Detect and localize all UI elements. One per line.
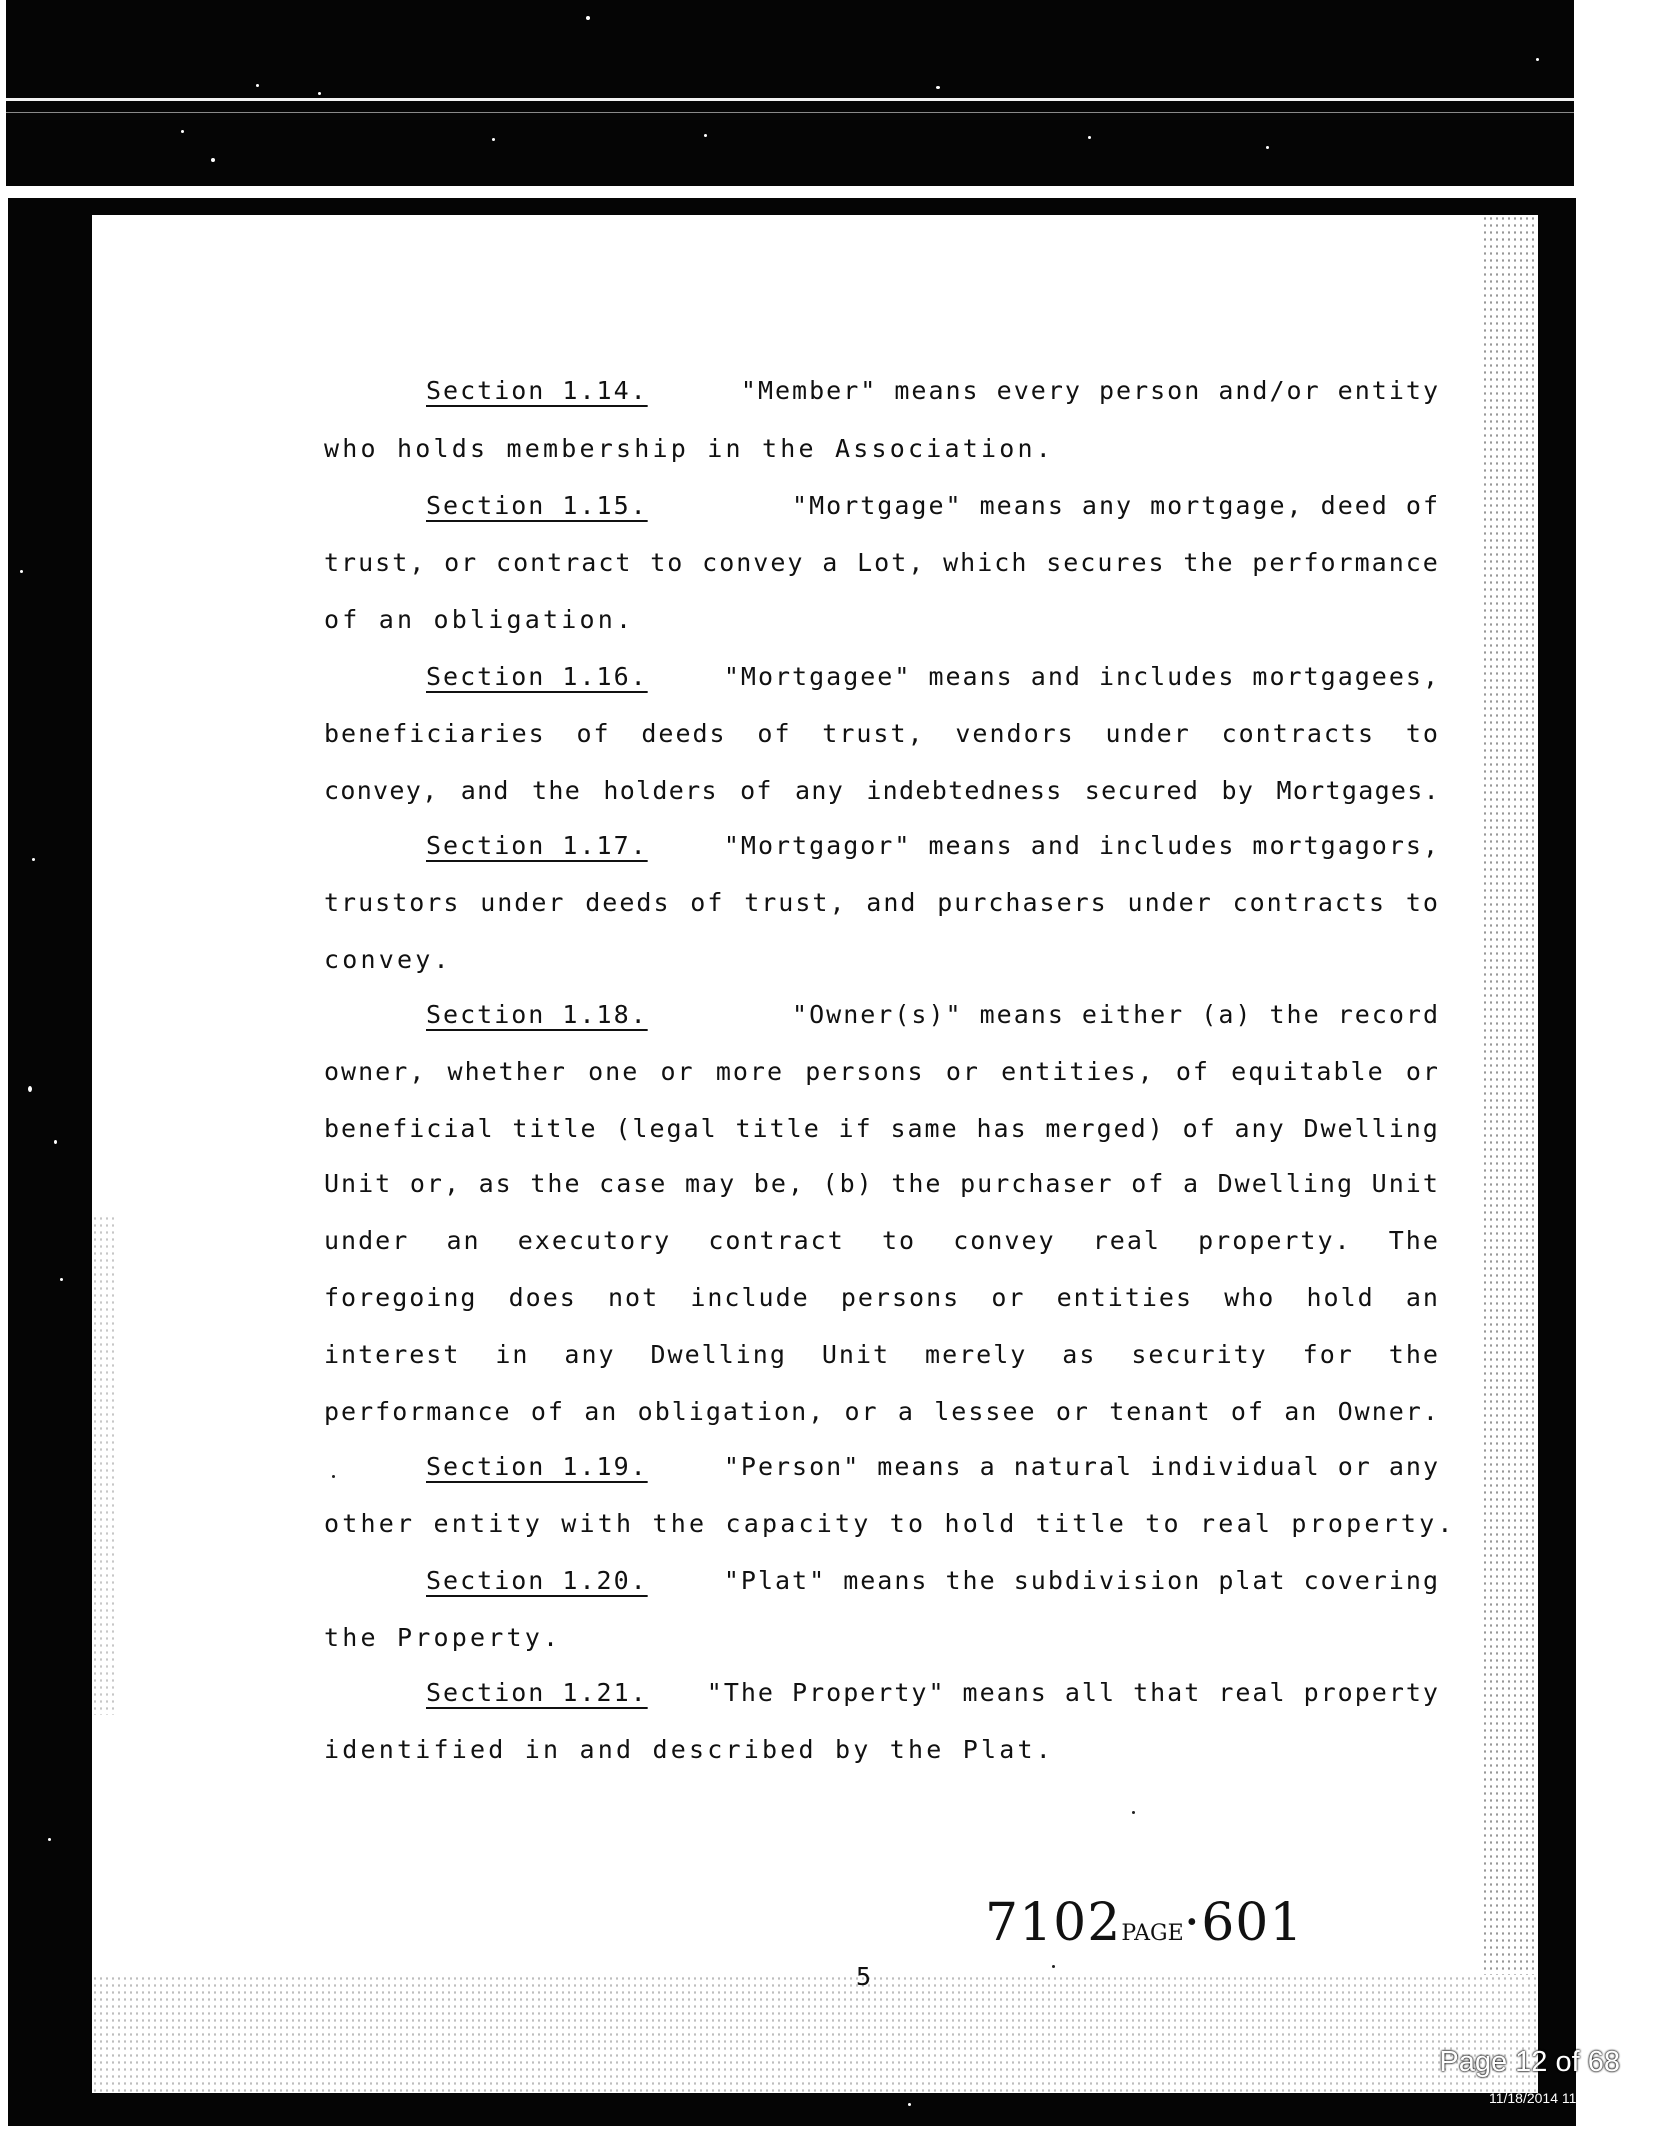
word: contract — [708, 1226, 845, 1255]
scan-noise — [1482, 215, 1538, 1975]
paragraph-heading-line — [426, 662, 1440, 692]
recording-stamp: 7102PAGE·601 — [985, 1893, 1304, 1953]
section-text: "Mortgagor" means and includes mortgagors, — [723, 831, 1440, 860]
word: or — [660, 1057, 695, 1086]
section-number: Section 1.18. — [426, 1000, 648, 1029]
stamp-book: 7102 — [985, 1893, 1122, 1953]
word: performance — [324, 1397, 512, 1426]
body-line — [324, 1226, 1440, 1256]
word: the — [1183, 548, 1235, 577]
word: entities, — [1001, 1057, 1155, 1086]
body-line: convey. — [324, 945, 452, 974]
word: convey — [702, 548, 805, 577]
word: title — [735, 1114, 821, 1143]
word: a — [1182, 1169, 1200, 1198]
word: a — [897, 1397, 915, 1426]
word: (legal — [615, 1114, 718, 1143]
word: case — [599, 1169, 668, 1198]
word: contracts — [1221, 719, 1376, 748]
word: and — [460, 776, 510, 805]
word: contract — [496, 548, 633, 577]
word: owner, — [324, 1057, 427, 1086]
word: the — [1388, 1340, 1440, 1369]
section-number: Section 1.14. — [426, 376, 648, 405]
word: Dwelling — [650, 1340, 787, 1369]
body-line — [324, 1169, 1440, 1199]
word: beneficiaries — [324, 719, 546, 748]
word: or — [945, 1057, 980, 1086]
word: trust, — [324, 548, 427, 577]
word: under — [1105, 719, 1191, 748]
word: persons — [805, 1057, 925, 1086]
word: of — [1175, 1057, 1210, 1086]
word: deeds — [641, 719, 727, 748]
word: interest — [324, 1340, 461, 1369]
section-number: Section 1.17. — [426, 831, 648, 860]
word: executory — [517, 1226, 672, 1255]
word: to — [1405, 888, 1440, 917]
word: any — [564, 1340, 616, 1369]
stamp-label: PAGE — [1121, 1921, 1184, 1946]
paragraph-heading-line — [426, 1452, 1440, 1482]
word: persons — [840, 1283, 961, 1312]
body-line — [324, 1340, 1440, 1370]
word: which — [943, 548, 1029, 577]
scan-noise — [92, 1215, 118, 1715]
word: the — [891, 1169, 943, 1198]
word: by — [1221, 776, 1255, 805]
word: of — [690, 888, 725, 917]
word: The — [1388, 1226, 1440, 1255]
body-line — [324, 776, 1440, 806]
body-line: of an obligation. — [324, 605, 635, 634]
word: vendors — [955, 719, 1075, 748]
body-line — [324, 1114, 1440, 1144]
word: has — [976, 1114, 1028, 1143]
word: or — [991, 1283, 1026, 1312]
word: Unit — [324, 1169, 393, 1198]
word: to — [1405, 719, 1440, 748]
word: or — [444, 548, 479, 577]
scan-rule — [6, 98, 1574, 101]
section-text: "The Property" means all that real property — [706, 1678, 1440, 1707]
word: Dwelling — [1217, 1169, 1355, 1198]
word: if — [838, 1114, 873, 1143]
body-line: identified in and described by the Plat. — [324, 1735, 1055, 1764]
word: purchasers — [937, 888, 1108, 917]
word: trust, — [822, 719, 925, 748]
paragraph-heading-line — [426, 376, 1440, 406]
section-text: "Mortgage" means any mortgage, deed of — [792, 491, 1440, 520]
word: who — [1224, 1283, 1276, 1312]
word: convey — [953, 1226, 1056, 1255]
word: under — [324, 1226, 410, 1255]
word: lessee — [934, 1397, 1037, 1426]
word: an — [1405, 1283, 1440, 1312]
word: performance — [1252, 548, 1440, 577]
section-number: Section 1.16. — [426, 662, 648, 691]
section-text: "Mortgagee" means and includes mortgagees, — [723, 662, 1440, 691]
word: purchaser — [960, 1169, 1114, 1198]
word: more — [715, 1057, 785, 1086]
word: convey, — [324, 776, 439, 805]
body-line: other entity with the capacity to hold title to real property. — [324, 1509, 1456, 1538]
word: any — [795, 776, 845, 805]
body-line — [324, 548, 1440, 578]
word: the — [530, 1169, 582, 1198]
word: of — [757, 719, 792, 748]
section-text: "Plat" means the subdivision plat covering — [723, 1566, 1440, 1595]
section-text: "Owner(s)" means either (a) the record — [792, 1000, 1440, 1029]
body-line: who holds membership in the Association. — [324, 434, 1055, 463]
section-number: Section 1.21. — [426, 1678, 648, 1707]
section-number: Section 1.15. — [426, 491, 648, 520]
top-scan-border — [6, 0, 1574, 186]
word: Unit — [1371, 1169, 1440, 1198]
word: trustors — [324, 888, 461, 917]
word: merged) — [1045, 1114, 1165, 1143]
word: hold — [1306, 1283, 1375, 1312]
word: may — [684, 1169, 737, 1198]
word: property. — [1198, 1226, 1352, 1255]
word: of — [1182, 1114, 1217, 1143]
word: to — [881, 1226, 917, 1255]
body-line: the Property. — [324, 1623, 562, 1652]
word: foregoing — [324, 1283, 478, 1312]
body-line — [324, 1397, 1440, 1427]
paragraph-heading-line — [426, 1566, 1440, 1596]
stamp-page: 601 — [1201, 1893, 1304, 1953]
word: Mortgages. — [1276, 776, 1440, 805]
word: as — [478, 1169, 513, 1198]
word: same — [890, 1114, 959, 1143]
body-line — [324, 888, 1440, 918]
word: holders — [603, 776, 718, 805]
word: be, — [753, 1169, 805, 1198]
word: secures — [1046, 548, 1166, 577]
word: whether — [447, 1057, 567, 1086]
word: Lot, — [857, 548, 926, 577]
word: security — [1131, 1340, 1268, 1369]
word: obligation, — [637, 1397, 826, 1426]
word: (b) — [822, 1169, 874, 1198]
page-number: 5 — [856, 1962, 872, 1991]
word: trust, — [744, 888, 847, 917]
word: as — [1062, 1340, 1097, 1369]
word: title — [512, 1114, 598, 1143]
word: or — [844, 1397, 879, 1426]
word: equitable — [1231, 1057, 1385, 1086]
word: or — [1055, 1397, 1090, 1426]
word: not — [608, 1283, 660, 1312]
word: tenant — [1109, 1397, 1212, 1426]
word: contracts — [1232, 888, 1387, 917]
word: of — [1131, 1169, 1166, 1198]
word: entities — [1056, 1283, 1194, 1312]
word: an — [1284, 1397, 1319, 1426]
word: of — [1230, 1397, 1265, 1426]
page-counter: Page 12 of 68 — [1439, 2046, 1620, 2078]
word: does — [508, 1283, 577, 1312]
word: in — [495, 1340, 530, 1369]
body-line — [324, 1283, 1440, 1313]
word: of — [530, 1397, 565, 1426]
word: Dwelling — [1303, 1114, 1440, 1143]
word: Owner. — [1337, 1397, 1440, 1426]
word: indebtedness — [866, 776, 1063, 805]
word: or — [1405, 1057, 1440, 1086]
section-text: "Member" means every person and/or entity — [740, 376, 1440, 405]
body-line — [324, 719, 1440, 749]
word: merely — [925, 1340, 1028, 1369]
word: include — [690, 1283, 810, 1312]
word: to — [650, 548, 685, 577]
word: the — [532, 776, 582, 805]
scan-noise — [92, 1975, 1538, 2093]
paragraph-heading-line — [426, 1000, 1440, 1030]
word: one — [588, 1057, 640, 1086]
section-text: "Person" means a natural individual or any — [723, 1452, 1440, 1481]
word: under — [480, 888, 566, 917]
section-number: Section 1.20. — [426, 1566, 648, 1595]
word: deeds — [585, 888, 671, 917]
word: a — [822, 548, 840, 577]
word: of — [740, 776, 773, 805]
word: for — [1302, 1340, 1354, 1369]
body-line — [324, 1057, 1440, 1087]
word: or, — [409, 1169, 461, 1198]
word: Unit — [821, 1340, 891, 1369]
word: under — [1127, 888, 1213, 917]
word: any — [1234, 1114, 1286, 1143]
word: of — [576, 719, 611, 748]
section-number: Section 1.19. — [426, 1452, 648, 1481]
word: an — [446, 1226, 481, 1255]
word: secured — [1084, 776, 1200, 805]
word: real — [1092, 1226, 1161, 1255]
scan-rule — [6, 112, 1574, 113]
paragraph-heading-line — [426, 1678, 1440, 1708]
word: and — [866, 888, 918, 917]
word: an — [584, 1397, 619, 1426]
paragraph-heading-line — [426, 831, 1440, 861]
paragraph-heading-line — [426, 491, 1440, 521]
word: beneficial — [324, 1114, 495, 1143]
scan-timestamp: 11/18/2014 11:12 AM — [1488, 2090, 1620, 2106]
